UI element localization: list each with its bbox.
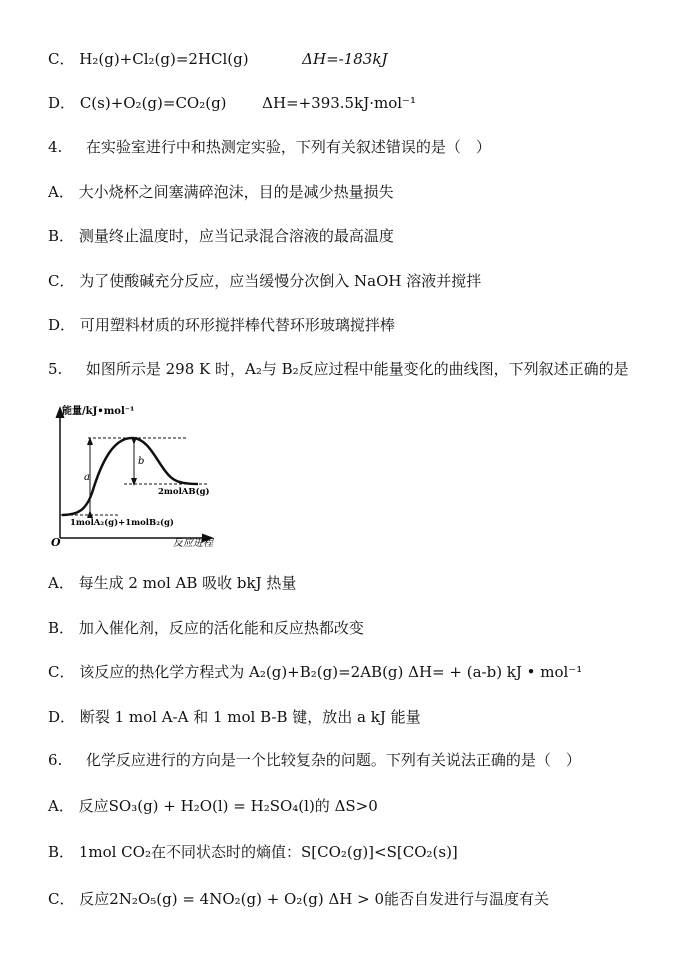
option-label: D．	[48, 316, 76, 334]
option-label: A．	[48, 574, 74, 592]
option-label: C．	[48, 663, 75, 681]
option-label: C．	[48, 50, 75, 68]
option-6a	[48, 795, 378, 817]
option-label: A．	[48, 797, 74, 815]
option-text: 1mol CO₂在不同状态时的熵值：S[CO₂(g)]<S[CO₂(s)]	[78, 843, 458, 861]
energy-diagram	[48, 398, 238, 548]
option-4b	[48, 225, 394, 247]
question-text: 化学反应进行的方向是一个比较复杂的问题。下列有关说法正确的是（ ）	[85, 751, 581, 769]
option-4d	[48, 314, 395, 336]
reactant-label: 1molA₂(g)+1molB₂(g)	[70, 518, 174, 528]
x-axis-label: 反应进程	[173, 538, 213, 548]
option-text: 加入催化剂，反应的活化能和反应热都改变	[78, 619, 364, 637]
option-6c	[48, 888, 549, 910]
option-text: 断裂 1 mol A-A 和 1 mol B-B 键，放出 a kJ 能量	[79, 708, 421, 726]
option-3d	[48, 92, 416, 114]
y-axis-label: 能量/kJ•mol⁻¹	[62, 406, 135, 417]
enthalpy: ΔH=-183kJ	[302, 50, 388, 68]
question-5	[48, 358, 629, 380]
question-number: 6.	[48, 751, 63, 769]
option-text: 大小烧杯之间塞满碎泡沫，目的是减少热量损失	[78, 183, 394, 201]
option-4c	[48, 270, 481, 292]
question-number: 4.	[48, 138, 63, 156]
arrow-b-label: b	[138, 456, 145, 467]
equation: C(s)+O₂(g)=CO₂(g)	[79, 94, 227, 112]
option-text: 反应2N₂O₅(g) = 4NO₂(g) + O₂(g) ΔH > 0能否自发进行与温度有关	[79, 890, 550, 908]
question-6	[48, 749, 581, 771]
option-3c	[48, 48, 387, 70]
option-text: 可用塑料材质的环形搅拌棒代替环形玻璃搅拌棒	[79, 316, 395, 334]
option-text: 反应SO₃(g) + H₂O(l) = H₂SO₄(l)的 ΔS>0	[78, 797, 378, 815]
product-label: 2molAB(g)	[158, 487, 210, 497]
option-text: 每生成 2 mol AB 吸收 bkJ 热量	[78, 574, 297, 592]
option-label: C．	[48, 890, 75, 908]
option-label: B．	[48, 843, 75, 861]
option-5a	[48, 572, 296, 594]
question-text: 在实验室进行中和热测定实验，下列有关叙述错误的是（ ）	[85, 138, 491, 156]
question-text: 如图所示是 298 K 时，A₂与 B₂反应过程中能量变化的曲线图，下列叙述正确的是	[85, 360, 629, 378]
arrow-a-label: a	[84, 472, 90, 483]
question-4	[48, 136, 491, 158]
option-5c	[48, 661, 582, 683]
option-text: 为了使酸碱充分反应，应当缓慢分次倒入 NaOH 溶液并搅拌	[79, 272, 482, 290]
option-6b	[48, 841, 458, 863]
option-label: B．	[48, 619, 75, 637]
enthalpy: ΔH=+393.5kJ·mol⁻¹	[262, 94, 416, 112]
option-label: B．	[48, 227, 75, 245]
option-text: 测量终止温度时，应当记录混合溶液的最高温度	[78, 227, 394, 245]
option-5b	[48, 617, 364, 639]
origin-label: O	[51, 536, 61, 548]
option-label: A．	[48, 183, 74, 201]
option-label: D．	[48, 94, 76, 112]
option-4a	[48, 181, 394, 203]
option-label: D．	[48, 708, 76, 726]
energy-curve	[62, 438, 198, 515]
option-label: C．	[48, 272, 75, 290]
equation: H₂(g)+Cl₂(g)=2HCl(g)	[79, 50, 249, 68]
option-5d	[48, 706, 421, 728]
option-text: 该反应的热化学方程式为 A₂(g)+B₂(g)=2AB(g) ΔH= + (a-b) kJ • mol⁻¹	[79, 663, 583, 681]
question-number: 5.	[48, 360, 63, 378]
